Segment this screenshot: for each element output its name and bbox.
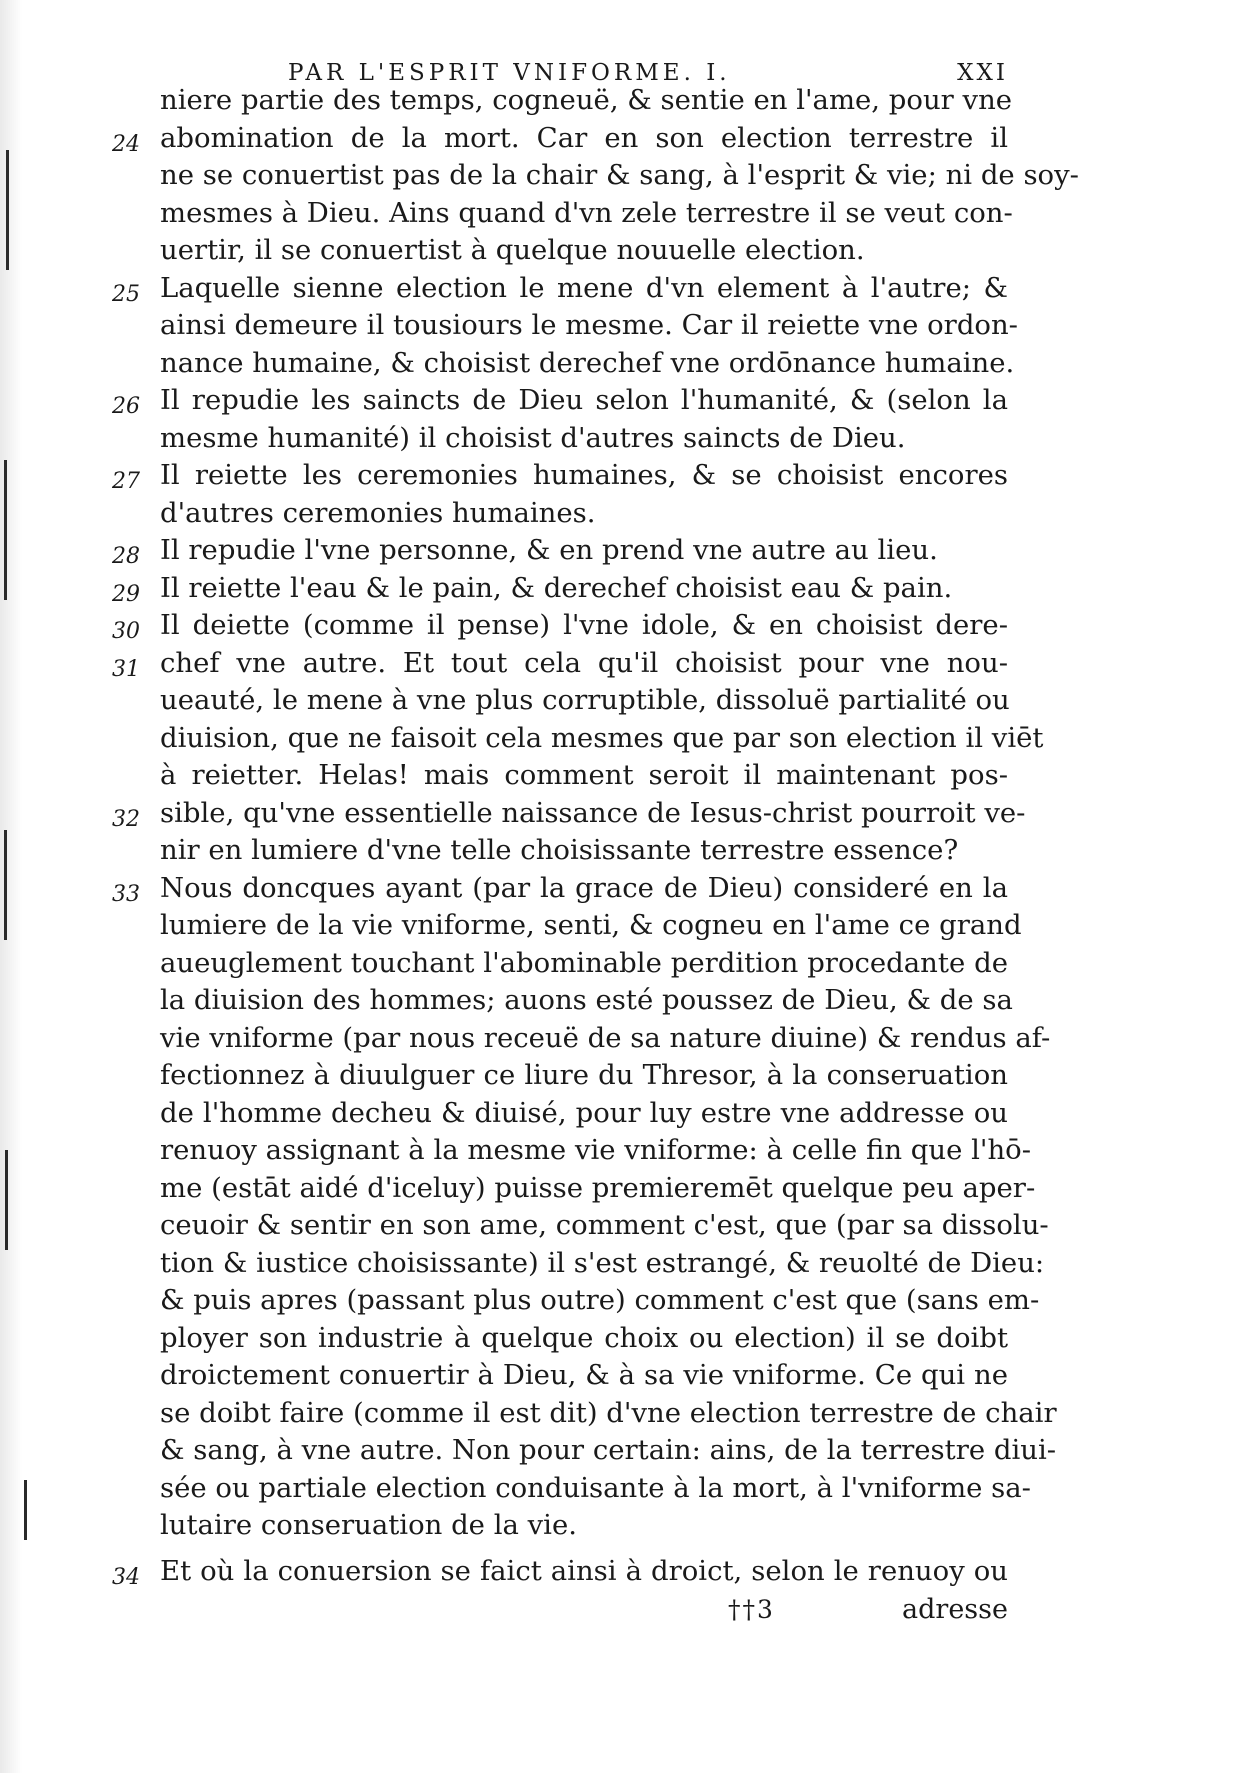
text-line: ainsi demeure il tousiours le mesme. Car il reiette vne ordon-	[160, 309, 1018, 341]
running-head	[108, 32, 1008, 86]
text-line: nir en lumiere d'vne telle choisissante terrestre essence?	[160, 834, 959, 866]
body-text	[108, 82, 1079, 1590]
text-line: 31 chef vne autre. Et tout cela qu'il choisist pour vne nou-	[108, 645, 1008, 683]
margin-mark	[24, 1480, 27, 1540]
text-line: 33 Nous doncques ayant (par la grace de Dieu) consideré en la	[108, 870, 1008, 908]
margin-mark	[4, 460, 7, 600]
verse-number: 25	[112, 281, 140, 307]
text-line: mesmes à Dieu. Ains quand d'vn zele terrestre il se veut con-	[160, 196, 1013, 229]
text-line: me (estāt aidé d'iceluy) puisse premieremēt quelque peu aper-	[160, 1171, 1036, 1204]
catchword: adresse	[902, 1594, 1008, 1625]
text-line: la diuision des hommes; auons esté poussez de Dieu, & de sa	[160, 984, 1013, 1016]
text-line: 30 Il deiette (comme il pense) l'vne idole, & en choisist dere-	[108, 607, 1008, 645]
text-line: uertir, il se conuertist à quelque nouuelle election.	[160, 234, 865, 266]
running-title: PAR L'ESPRIT VNIFORME. I.	[288, 60, 731, 86]
verse-number: 31	[112, 656, 140, 682]
text-line: & puis apres (passant plus outre) comment c'est que (sans em-	[160, 1284, 1040, 1316]
text-line: diuision, que ne faisoit cela mesmes que par son election il viēt	[160, 721, 1044, 754]
text-line: vie vniforme (par nous receuë de sa nature diuine) & rendus af-	[160, 1021, 1051, 1054]
text-line: de l'homme decheu & diuisé, pour luy estre vne addresse ou	[160, 1096, 1008, 1129]
page-footer	[108, 1590, 1008, 1630]
text-line: 25 Laquelle sienne election le mene d'vn element à l'autre; &	[108, 270, 1008, 308]
verse-number: 29	[112, 581, 140, 607]
text-line: niere partie des temps, cogneuë, & sentie en l'ame, pour vne	[160, 84, 1013, 116]
verse-number: 26	[112, 394, 140, 419]
verse-number: 32	[112, 806, 140, 832]
text-line: droictement conuertir à Dieu, & à sa vie vniforme. Ce qui ne	[160, 1359, 1008, 1391]
text-line: ceuoir & sentir en son ame, comment c'est, que (par sa dissolu-	[160, 1209, 1049, 1241]
text-line: ployer son industrie à quelque choix ou election) il se doibt	[160, 1321, 1008, 1354]
text-line: à reietter. Helas! mais comment seroit il maintenant pos-	[160, 759, 1008, 791]
text-line: nance humaine, & choisist derechef vne ordōnance humaine.	[160, 346, 1015, 379]
text-line: d'autres ceremonies humaines.	[160, 496, 596, 529]
text-line: sée ou partiale election conduisante à la mort, à l'vniforme sa-	[160, 1471, 1031, 1504]
text-line: 24 abomination de la mort. Car en son election terrestre il	[108, 120, 1008, 158]
verse-number: 34	[112, 1564, 140, 1590]
text-line: 27 Il reiette les ceremonies humaines, & se choisist encores	[108, 457, 1008, 495]
margin-mark	[4, 830, 7, 940]
text-line: ueauté, le mene à vne plus corruptible, dissoluë partialité ou	[160, 684, 1010, 716]
book-page	[108, 32, 1079, 1630]
margin-mark	[5, 1150, 8, 1250]
text-line: tion & iustice choisissante) il s'est estrangé, & reuolté de Dieu:	[160, 1246, 1045, 1279]
text-line: & sang, à vne autre. Non pour certain: ains, de la terrestre diui-	[160, 1434, 1057, 1466]
page-number: XXI	[957, 60, 1008, 86]
verse-number: 33	[112, 881, 140, 907]
text-line: 34 Et où la conuersion se faict ainsi à droict, selon le renuoy ou	[108, 1553, 1008, 1591]
text-line: 32 sible, qu'vne essentielle naissance de Iesus-christ pourroit ve-	[108, 795, 1008, 833]
text-line: mesme humanité) il choisist d'autres saincts de Dieu.	[160, 421, 906, 454]
text-line: lutaire conseruation de la vie.	[160, 1509, 577, 1541]
verse-number: 28	[112, 544, 140, 569]
text-line: 28 Il repudie l'vne personne, & en prend vne autre au lieu.	[108, 532, 1008, 570]
text-line: aueuglement touchant l'abominable perdition procedante de	[160, 946, 1008, 979]
text-line: renuoy assignant à la mesme vie vniforme: à celle fin que l'hō-	[160, 1134, 1032, 1166]
verse-number: 24	[112, 131, 140, 157]
verse-number: 30	[112, 619, 140, 644]
text-line: 29 Il reiette l'eau & le pain, & derechef choisist eau & pain.	[108, 570, 1008, 608]
text-line: lumiere de la vie vniforme, senti, & cogneu en l'ame ce grand	[160, 909, 1022, 941]
margin-mark	[6, 150, 9, 270]
text-line: ne se conuertist pas de la chair & sang, à l'esprit & vie; ni de soy-	[160, 159, 1079, 191]
text-line: fectionnez à diuulguer ce liure du Thresor, à la conseruation	[160, 1059, 1008, 1091]
text-line: 26 Il repudie les saincts de Dieu selon l'humanité, & (selon la	[108, 382, 1008, 420]
text-line: se doibt faire (comme il est dit) d'vne election terrestre de chair	[160, 1396, 1057, 1429]
verse-number: 27	[112, 469, 140, 494]
signature-mark: ††3	[728, 1595, 775, 1624]
